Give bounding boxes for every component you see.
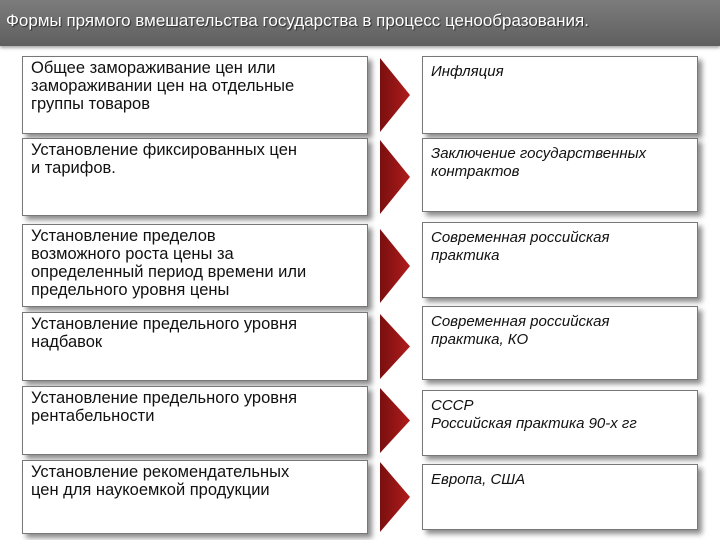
practice-text-line: Современная российская <box>431 313 610 330</box>
practice-text-line: контрактов <box>431 163 520 180</box>
form-text-line: Установление пределов <box>31 227 216 245</box>
form-box-3 <box>22 224 368 307</box>
form-text-line: возможного роста цены за <box>31 245 234 263</box>
form-box-4 <box>22 312 368 381</box>
form-text-line: Установление фиксированных цен <box>31 141 297 159</box>
form-text-line: Установление рекомендательных <box>31 463 290 481</box>
practice-text-line: Заключение государственных <box>431 145 647 162</box>
practice-box-2 <box>422 138 698 212</box>
chevron-arrow-icon <box>376 227 414 305</box>
practice-text-line: Инфляция <box>431 63 504 80</box>
form-text-line: предельного уровня цены <box>31 281 230 299</box>
practice-box-5 <box>422 390 698 456</box>
form-text-line: надбавок <box>31 333 103 351</box>
chevron-arrow-icon <box>376 386 414 455</box>
title-bar <box>0 0 720 46</box>
practice-text-line: СССР <box>431 397 474 414</box>
practice-box-6 <box>422 464 698 530</box>
page-title: Формы прямого вмешательства государства в процесс ценообразования. <box>6 11 589 30</box>
chevron-arrow-icon <box>376 460 414 534</box>
form-text-line: Установление предельного уровня <box>31 315 298 333</box>
practice-text-line: Европа, США <box>431 471 526 488</box>
practice-text-line: Современная российская <box>431 229 610 246</box>
form-text-line: Установление предельного уровня <box>31 389 298 407</box>
form-text-line: группы товаров <box>31 95 150 113</box>
form-box-5 <box>22 386 368 455</box>
practice-box-3 <box>422 222 698 298</box>
form-box-2 <box>22 138 368 216</box>
chevron-arrow-icon <box>376 138 414 216</box>
practice-text-line: практика, КО <box>431 331 529 348</box>
practice-box-4 <box>422 306 698 380</box>
practice-text-line: практика <box>431 247 500 264</box>
practice-box-1 <box>422 56 698 134</box>
form-text-line: Общее замораживание цен или <box>31 59 276 77</box>
form-text-line: цен для наукоемкой продукции <box>31 481 270 499</box>
form-text-line: определенный период времени или <box>31 263 307 281</box>
form-box-1 <box>22 56 368 134</box>
form-box-6 <box>22 460 368 534</box>
chevron-arrow-icon <box>376 312 414 381</box>
chevron-arrow-icon <box>376 56 414 134</box>
practice-text-line: Российская практика 90-х гг <box>431 415 637 432</box>
form-text-line: рентабельности <box>31 407 155 425</box>
form-text-line: и тарифов. <box>31 159 116 177</box>
form-text-line: замораживании цен на отдельные <box>31 77 295 95</box>
